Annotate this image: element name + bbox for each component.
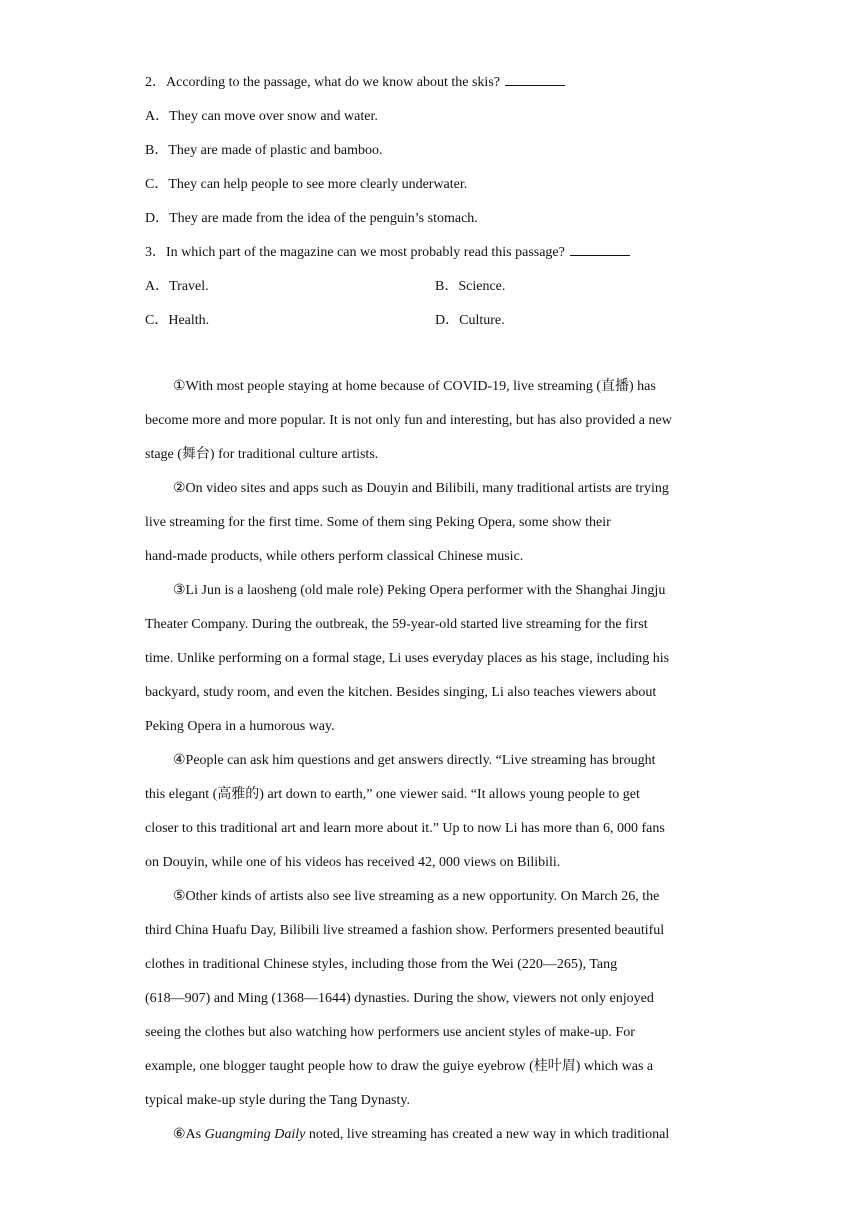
reading-passage [145,370,725,1152]
question-3-option-c: C．Health. [145,313,210,328]
passage-line: on Douyin, while one of his videos has received 42, 000 views on Bilibili. [145,855,561,870]
passage-line: ②On video sites and apps such as Douyin and Bilibili, many traditional artists are trying [173,481,669,496]
newspaper-title: Guangming Daily [204,1127,306,1142]
passage-line: third China Huafu Day, Bilibili live streamed a fashion show. Performers presented beautiful [145,923,665,938]
passage-line: closer to this traditional art and learn more about it.” Up to now Li has more than 6, 000 fans [145,821,665,836]
question-3-stem: 3．In which part of the magazine can we most probably read this passage? [145,236,725,270]
passage-line: ①With most people staying at home because of COVID-19, live streaming (直播) has [173,379,656,394]
passage-line: live streaming for the first time. Some of them sing Peking Opera, some show their [145,515,611,530]
passage-line: hand-made products, while others perform classical Chinese music. [145,549,524,564]
passage-line: ⑤Other kinds of artists also see live streaming as a new opportunity. On March 26, the [173,889,660,904]
passage-line: time. Unlike performing on a formal stage, Li uses everyday places as his stage, including his [145,651,670,666]
passage-line: seeing the clothes but also watching how performers use ancient styles of make-up. For [145,1025,635,1040]
passage-line: Peking Opera in a humorous way. [145,719,335,734]
passage-line: Theater Company. During the outbreak, the 59-year-old started live streaming for the first [145,617,648,632]
question-2-option-d: D．They are made from the idea of the penguin’s stomach. [145,211,478,226]
question-3-options-row-2 [145,304,725,338]
question-2-option-a: A．They can move over snow and water. [145,109,378,124]
question-2-stem: 2．According to the passage, what do we know about the skis? [145,66,725,100]
passage-line: backyard, study room, and even the kitchen. Besides singing, Li also teaches viewers about [145,685,657,700]
answer-blank[interactable] [505,73,565,86]
passage-line: stage (舞台) for traditional culture artists. [145,447,379,462]
question-3-option-b: B．Science. [435,279,506,294]
passage-line: ④People can ask him questions and get answers directly. “Live streaming has brought [173,753,656,768]
passage-line: clothes in traditional Chinese styles, including those from the Wei (220—265), Tang [145,957,618,972]
passage-line: example, one blogger taught people how to draw the guiye eyebrow (桂叶眉) which was a [145,1059,654,1074]
passage-line: become more and more popular. It is not only fun and interesting, but has also provided a new [145,413,672,428]
answer-blank[interactable] [570,243,630,256]
passage-line: this elegant (高雅的) art down to earth,” one viewer said. “It allows young people to get [145,787,640,802]
document-page [145,0,725,1152]
question-3-option-d: D．Culture. [435,313,505,328]
question-3-options-row-1 [145,270,725,304]
section-gap [145,338,725,370]
passage-line: (618—907) and Ming (1368—1644) dynasties. During the show, viewers not only enjoyed [145,991,654,1006]
question-2-option-c: C．They can help people to see more clearly underwater. [145,177,468,192]
question-3-option-a: A．Travel. [145,279,209,294]
question-2-option-b: B．They are made of plastic and bamboo. [145,143,383,158]
passage-line: ③Li Jun is a laosheng (old male role) Peking Opera performer with the Shanghai Jingju [173,583,666,598]
passage-line: typical make-up style during the Tang Dynasty. [145,1093,410,1108]
passage-line-last: ⑥As Guangming Daily noted, live streaming has created a new way in which traditional [173,1127,670,1142]
